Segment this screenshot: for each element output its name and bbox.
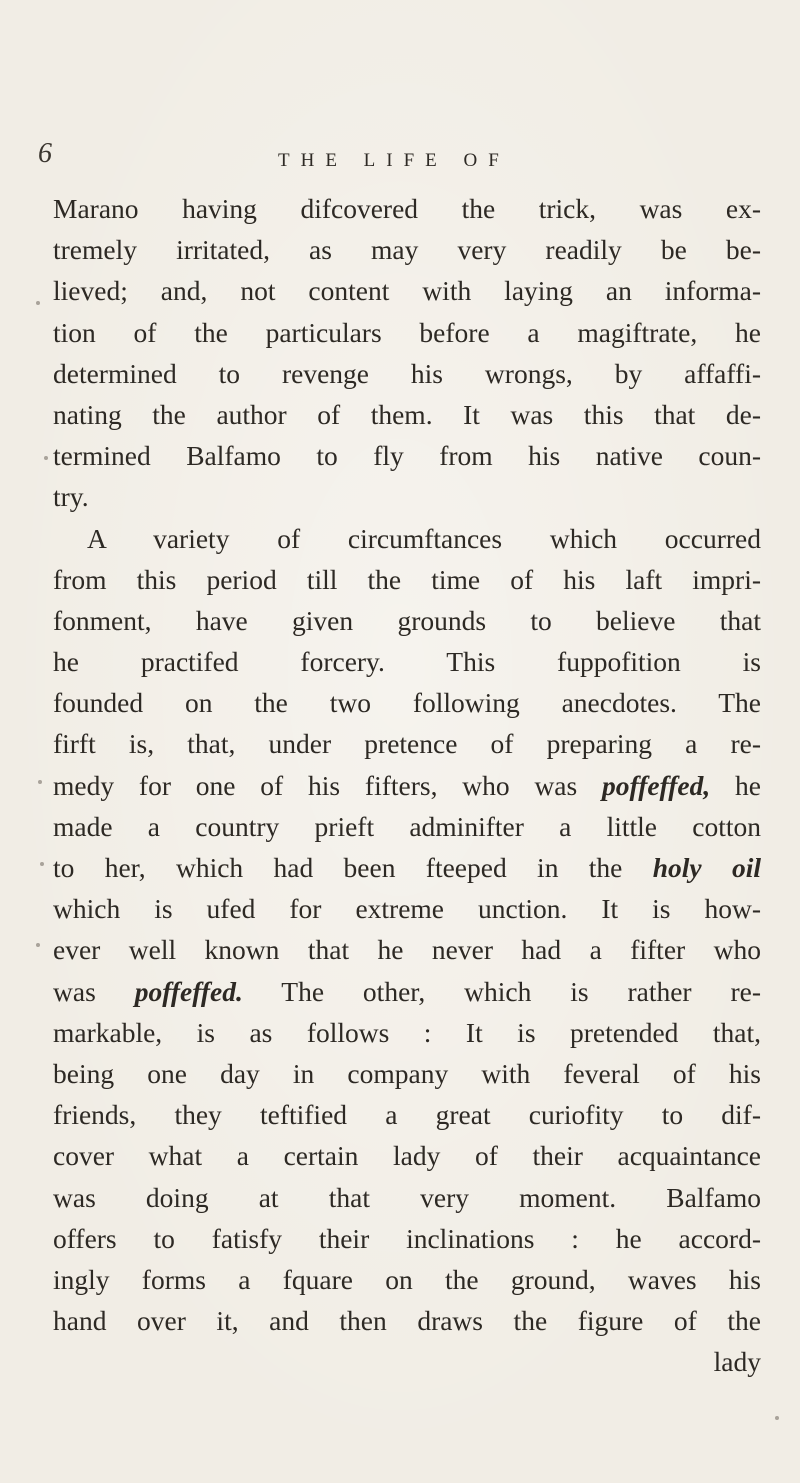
text-line: made a country prieft adminifter a little cotton bbox=[53, 810, 761, 842]
text-line: cover what a certain lady of their acquaintance bbox=[53, 1140, 761, 1172]
text-line: firft is, that, under pretence of preparing a re- bbox=[53, 728, 761, 760]
ink-speck bbox=[36, 301, 40, 305]
text-line-with-italic bbox=[53, 847, 761, 888]
text-line: try. bbox=[53, 481, 89, 513]
text-line-with-italic bbox=[53, 765, 761, 806]
text-line: termined Balfamo to fly from his native coun- bbox=[53, 440, 761, 472]
text-line: tremely irritated, as may very readily be be- bbox=[53, 234, 761, 266]
ink-speck bbox=[40, 862, 44, 866]
page-header bbox=[38, 138, 738, 182]
text-span: The other, which is rather re- bbox=[281, 975, 761, 1007]
text-line: lieved; and, not content with laying an informa- bbox=[53, 275, 761, 307]
running-head: THE LIFE OF bbox=[278, 150, 510, 171]
text-line: determined to revenge his wrongs, by affaffi- bbox=[53, 357, 761, 389]
text-span: he bbox=[735, 769, 761, 801]
paragraph-start-line: A variety of circumftances which occurred bbox=[87, 522, 761, 554]
text-line: hand over it, and then draws the figure of the bbox=[53, 1305, 761, 1337]
body-text bbox=[53, 188, 761, 1382]
text-line: from this period till the time of his laft impri- bbox=[53, 563, 761, 595]
ink-speck bbox=[38, 780, 42, 784]
text-line: ever well known that he never had a fifter who bbox=[53, 934, 761, 966]
page-number: 6 bbox=[38, 138, 52, 169]
text-line: markable, is as follows : It is pretended that, bbox=[53, 1016, 761, 1048]
ink-speck bbox=[775, 1416, 779, 1420]
italic-word: poffeffed, bbox=[602, 769, 711, 801]
text-line: fonment, have given grounds to believe that bbox=[53, 604, 761, 636]
text-line: friends, they teftified a great curiofity to dif- bbox=[53, 1099, 761, 1131]
text-line: being one day in company with feveral of his bbox=[53, 1057, 761, 1089]
text-span: was bbox=[53, 975, 96, 1007]
catchword: lady bbox=[713, 1346, 761, 1378]
text-line: he practifed forcery. This fuppofition is bbox=[53, 646, 761, 678]
text-line: offers to fatisfy their inclinations : he accord- bbox=[53, 1222, 761, 1254]
text-line: nating the author of them. It was this that de- bbox=[53, 398, 761, 430]
text-line: Marano having difcovered the trick, was ex- bbox=[53, 193, 761, 224]
italic-word: poffeffed. bbox=[134, 975, 243, 1007]
text-span: to her, which had been fteeped in the bbox=[53, 852, 623, 883]
text-span: medy for one of his fifters, who was bbox=[53, 769, 578, 801]
text-line: was doing at that very moment. Balfamo bbox=[53, 1181, 761, 1213]
ink-speck bbox=[44, 456, 48, 460]
text-line: tion of the particulars before a magiftrate, he bbox=[53, 316, 761, 348]
text-line: which is ufed for extreme unction. It is how- bbox=[53, 893, 761, 925]
text-line: founded on the two following anecdotes. The bbox=[53, 687, 761, 719]
text-line: ingly forms a fquare on the ground, waves his bbox=[53, 1263, 761, 1295]
italic-phrase: holy oil bbox=[652, 852, 761, 883]
text-line-with-italic bbox=[53, 971, 761, 1012]
ink-speck bbox=[36, 943, 40, 947]
